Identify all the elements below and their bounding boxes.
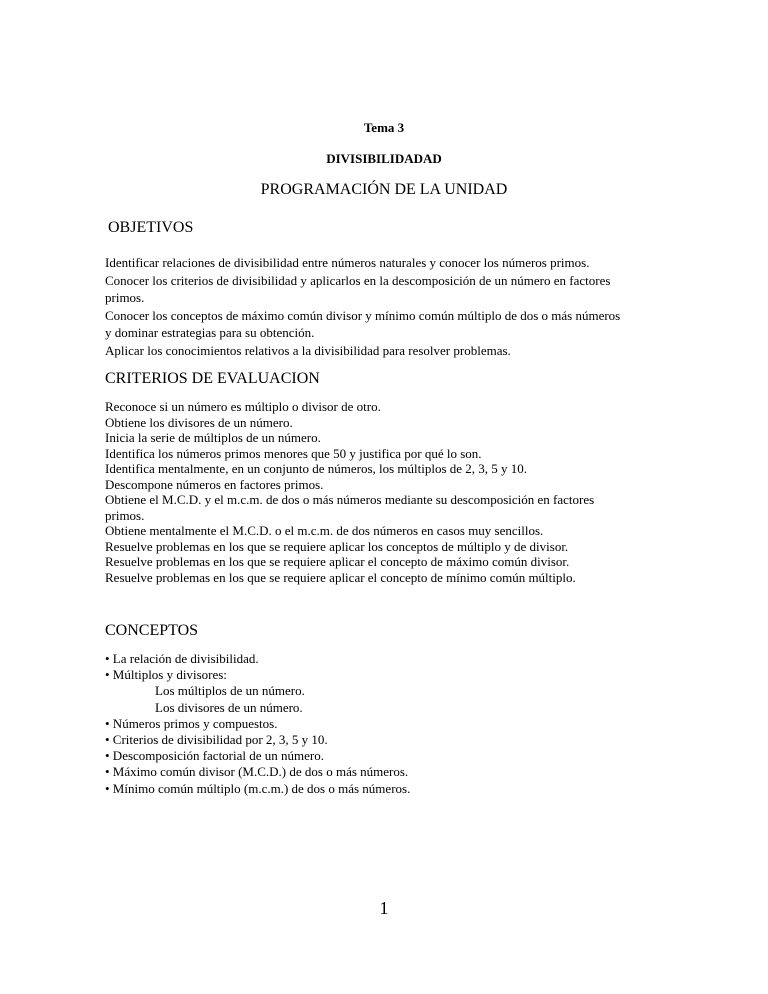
concepto-item: • Mínimo común múltiplo (m.c.m.) de dos o más números. [105,780,411,796]
conceptos-heading: CONCEPTOS [105,622,199,639]
objetivo-line: Conocer los criterios de divisibilidad y aplicarlos en la descomposición de un número en factores [105,272,611,288]
criterio-line: primos. [105,507,145,523]
program-heading: PROGRAMACIÓN DE LA UNIDAD [260,181,508,198]
objetivo-line: Identificar relaciones de divisibilidad entre números naturales y conocer los números primos. [105,255,590,270]
objetivos-list [105,254,705,360]
criterio-line: Reconoce si un número es múltiplo o divisor de otro. [105,399,381,414]
criterios-heading: CRITERIOS DE EVALUACION [105,370,320,387]
criterio-line: Obtiene los divisores de un número. [105,414,293,430]
concepto-item: • La relación de divisibilidad. [105,651,259,666]
concepto-item: • Criterios de divisibilidad por 2, 3, 5 y 10. [105,732,328,748]
concepto-item: • Números primos y compuestos. [105,715,278,731]
document-subtitle: DIVISIBILIDADAD [326,151,442,166]
criterios-list [105,399,705,585]
criterio-line: Identifica mentalmente, en un conjunto de números, los múltiplos de 2, 3, 5 y 10. [105,461,528,476]
objetivo-line: Conocer los conceptos de máximo común divisor y mínimo común múltiplo de dos o más números [105,307,621,323]
objetivo-line: y dominar estrategias para su obtención. [105,325,315,341]
objetivo-line: primos. [105,290,145,306]
concepto-item: • Descomposición factorial de un número. [105,748,324,764]
concepto-item: • Múltiplos y divisores: [105,667,227,683]
criterio-line: Resuelve problemas en los que se requiere aplicar el concepto de máximo común divisor. [105,554,570,569]
concepto-item: • Máximo común divisor (M.C.D.) de dos o más números. [105,764,409,780]
concepto-subitem: Los divisores de un número. [155,699,303,715]
conceptos-list [105,651,705,797]
page-number: 1 [379,898,389,918]
criterio-line: Inicia la serie de múltiplos de un número. [105,430,321,445]
criterio-line: Resuelve problemas en los que se requiere aplicar el concepto de mínimo común múltiplo. [105,569,576,585]
criterio-line: Resuelve problemas en los que se requiere aplicar los conceptos de múltiplo y de divisor. [105,538,569,554]
concepto-subitem: Los múltiplos de un número. [155,683,305,699]
criterio-line: Identifica los números primos menores que 50 y justifica por qué lo son. [105,445,482,461]
criterio-line: Descompone números en factores primos. [105,476,324,492]
document-title: Tema 3 [363,120,405,135]
objetivo-line: Aplicar los conocimientos relativos a la divisibilidad para resolver problemas. [105,342,511,358]
criterio-line: Obtiene mentalmente el M.C.D. o el m.c.m. de dos números en casos muy sencillos. [105,523,544,538]
objetivos-heading: OBJETIVOS [108,219,194,236]
criterio-line: Obtiene el M.C.D. y el m.c.m. de dos o más números mediante su descomposición en factores [105,492,595,507]
